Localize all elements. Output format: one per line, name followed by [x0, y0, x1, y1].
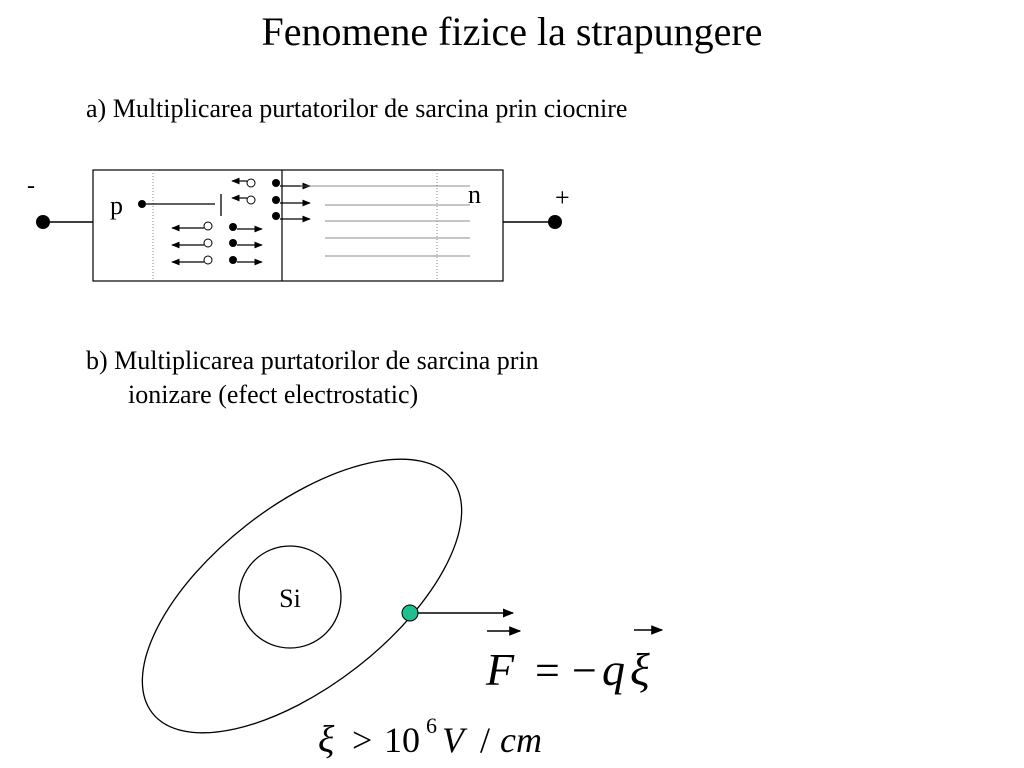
- p-region-label: p: [110, 191, 123, 220]
- section-b-heading-line1: b) Multiplicarea purtatorilor de sarcina prin: [86, 346, 539, 375]
- hole: [247, 196, 255, 204]
- threshold-base: 10: [384, 720, 420, 760]
- holes-group: [172, 179, 255, 264]
- threshold-unit-v: V: [442, 720, 464, 760]
- plus-label: +: [555, 183, 570, 212]
- n-region-trajectories: [300, 186, 470, 256]
- threshold-slash: /: [480, 720, 491, 760]
- formula-equals: =: [535, 646, 560, 695]
- section-a-heading: a) Multiplicarea purtatorilor de sarcina prin ciocnire: [86, 94, 628, 123]
- minus-label: -: [27, 173, 35, 199]
- hole: [204, 239, 212, 247]
- hole: [204, 256, 212, 264]
- pn-junction-diagram: [0, 160, 620, 300]
- electron: [229, 223, 237, 231]
- threshold-relation: >: [352, 720, 373, 760]
- threshold-field: ξ: [318, 719, 335, 761]
- electron: [272, 196, 280, 204]
- threshold-exponent: 6: [426, 713, 437, 738]
- hole: [247, 179, 255, 187]
- section-b-heading: [86, 344, 539, 412]
- formula-minus: −: [572, 646, 597, 695]
- ionization-diagram: [0, 470, 700, 768]
- si-nucleus-label: Si: [279, 584, 301, 613]
- electron: [272, 179, 280, 187]
- formula-charge: q: [602, 644, 625, 695]
- orbiting-electron: [402, 605, 418, 621]
- section-b-heading-line2: ionizare (efect electrostatic): [128, 380, 419, 409]
- threshold-unit-cm: cm: [500, 720, 542, 760]
- electrons-group: [229, 179, 310, 264]
- electron: [229, 256, 237, 264]
- n-region-label: n: [468, 180, 481, 209]
- electron: [272, 212, 280, 220]
- slide-title: Fenomene fizice la strapungere: [261, 9, 763, 54]
- threshold-formula: [318, 713, 542, 761]
- junction-body: [93, 170, 503, 281]
- incoming-electron: [138, 200, 146, 208]
- force-symbol: F: [486, 644, 515, 695]
- electron: [229, 239, 237, 247]
- formula-field: ξ: [630, 644, 650, 695]
- force-formula: [485, 630, 662, 695]
- hole: [204, 222, 212, 230]
